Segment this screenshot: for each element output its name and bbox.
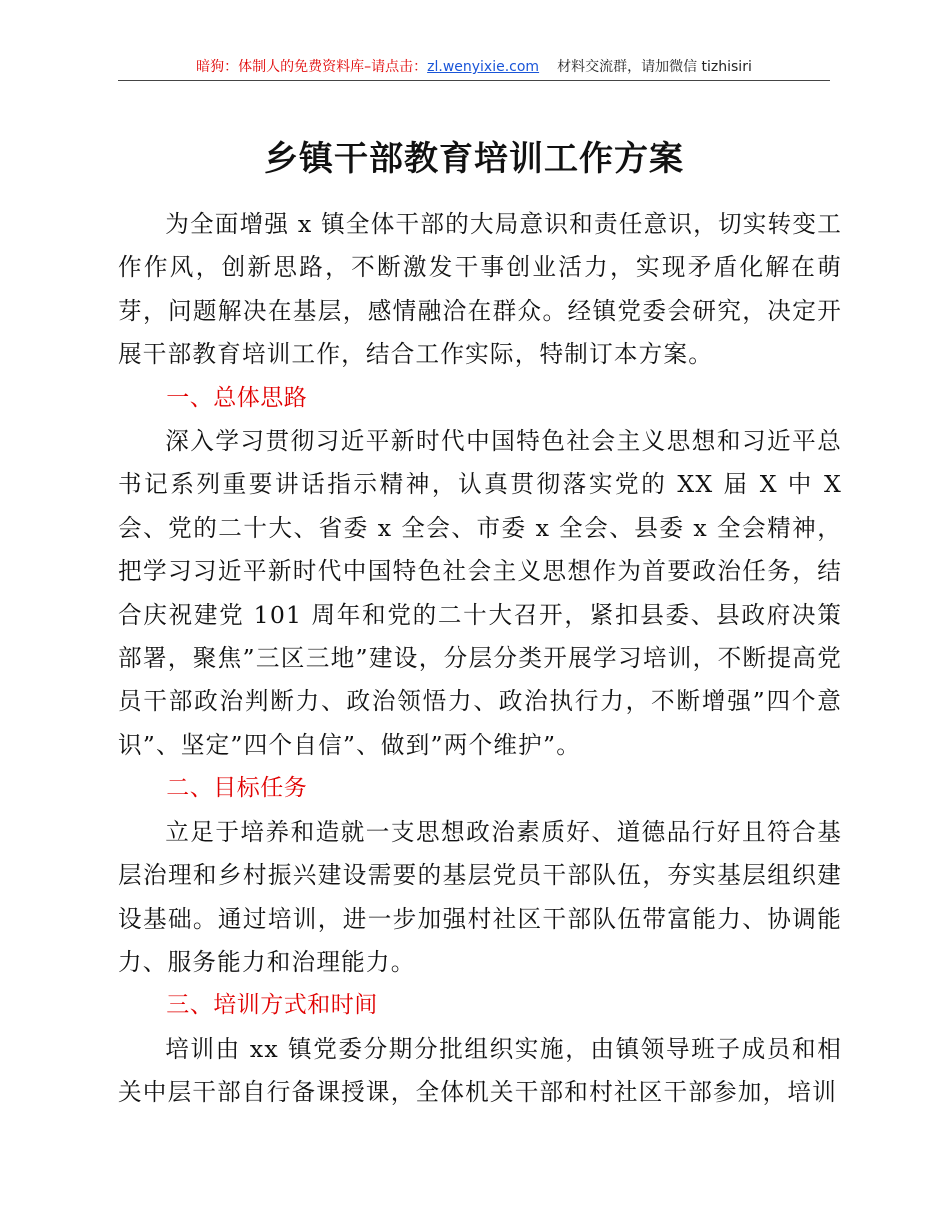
header-brand: 暗狗：体制人的免费资料库 (196, 59, 365, 75)
header-url-link[interactable]: zl.wenyixie.com (427, 59, 540, 75)
section-heading-goals-tasks: 二、目标任务 (166, 775, 308, 802)
section-paragraph-goals-tasks: 立足于培养和造就一支思想政治素质好、道德品行好且符合基层治理和乡村振兴建设需要的基层党员干部队伍，夯实基层组织建设基础。通过培训，进一步加强村社区干部队伍带富能力、协调能力、服务能力和治理能力。 (118, 817, 842, 976)
section-paragraph-overall-approach: 深入学习贯彻习近平新时代中国特色社会主义思想和习近平总书记系列重要讲话指示精神，认真贯彻落实党的 XX 届 X 中 X 会、党的二十大、省委 x 全会、市委 x 全会、县委 x 全会精神，把学习习近平新时代中国特色社会主义思想作为首要政治任务，结合庆祝建党 101 周年和党的二十大召开，紧扣县委、县政府决策部署，聚焦”三区三地”建设，分层分类开展学习培训，不断提高党员干部政治判断力、政治领悟力、政治执行力，不断增强”四个意识”、坚定”四个自信”、做到”两个维护”。 (118, 427, 842, 759)
section-heading-overall-approach: 一、总体思路 (166, 384, 308, 411)
document-body (118, 203, 842, 1115)
intro-paragraph: 为全面增强 x 镇全体干部的大局意识和责任意识，切实转变工作作风，创新思路，不断激发干事创业活力，实现矛盾化解在萌芽，问题解决在基层，感情融洽在群众。经镇党委会研究，决定开展干部教育培训工作，结合工作实际，特制订本方案。 (118, 210, 842, 369)
section-heading-training-method-time: 三、培训方式和时间 (166, 992, 378, 1019)
header-divider (118, 80, 830, 81)
header-prompt: –请点击： (364, 59, 428, 75)
section-paragraph-training-method-time: 培训由 xx 镇党委分期分批组织实施，由镇领导班子成员和相关中层干部自行备课授课，全体机关干部和村社区干部参加，培训 (118, 1034, 842, 1107)
document-title: 乡镇干部教育培训工作方案 (264, 139, 684, 179)
header-contact: 材料交流群，请加微信 tizhisiri (557, 59, 752, 75)
page-header (118, 56, 830, 78)
